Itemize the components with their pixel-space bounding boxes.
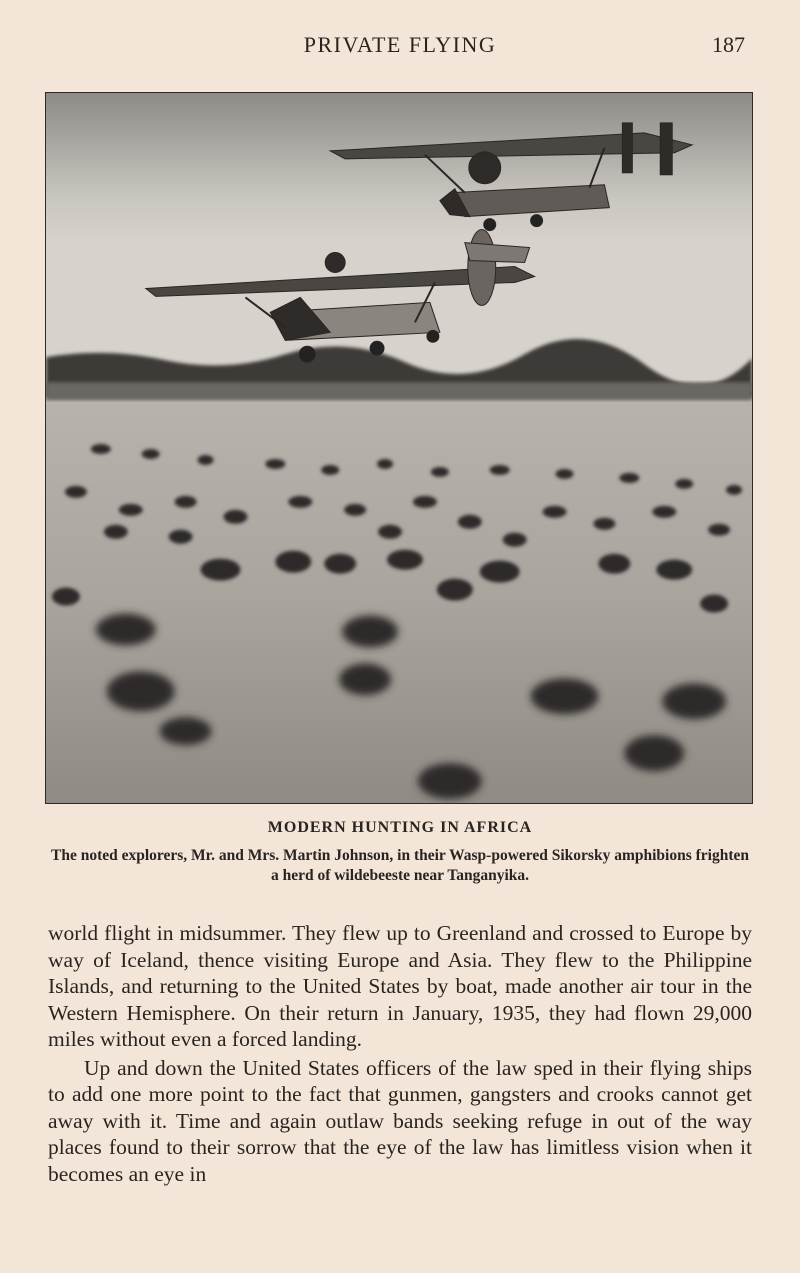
photo-illustration: [46, 93, 752, 803]
body-text: [48, 920, 752, 1187]
figure-caption-text: The noted explorers, Mr. and Mrs. Martin Johnson, in their Wasp-powered Sikorsky amphibions frighten a herd of wildebeeste near Tanganyika.: [50, 847, 749, 884]
figure-caption-title: MODERN HUNTING IN AFRICA: [267, 819, 533, 836]
running-head: [0, 30, 800, 60]
running-title: PRIVATE FLYING: [303, 32, 497, 57]
paragraph: world flight in midsummer. They flew up to Greenland and crossed to Europe by way of Iceland, thence visiting Europe and Asia. They flew to the Philippine Islands, and returning to the United States by boat, made another air tour in the Western Hemisphere. On their return in January, 1935, they had flown 29,000 miles without even a forced landing.: [48, 921, 752, 1051]
photograph-airplanes-over-wildebeeste-herd: [45, 92, 753, 804]
page-number: 187: [712, 32, 745, 57]
paragraph: Up and down the United States officers of the law sped in their flying ships to add one more point to the fact that gunmen, gangsters and crooks cannot get away with it. Time and again outlaw bands seeking refuge in out of the way places found to their sorrow that the eye of the law has limitless vision when it becomes an eye in: [48, 1055, 752, 1186]
